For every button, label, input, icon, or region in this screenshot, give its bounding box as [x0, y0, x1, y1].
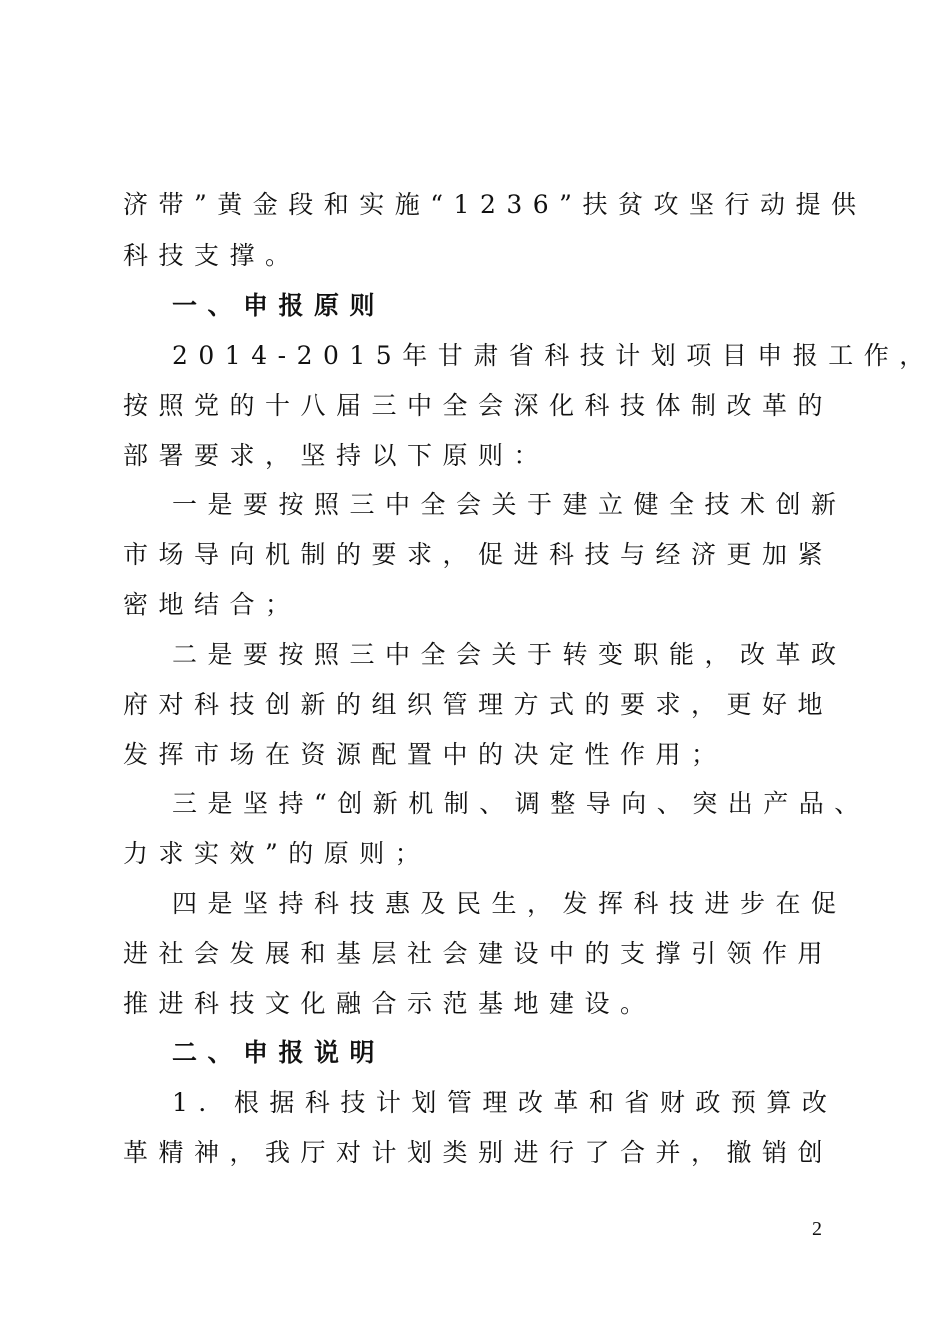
paragraph-line: 四是坚持科技惠及民生，发挥科技进步在促	[172, 889, 847, 918]
section-heading-instructions: 二、申报说明	[172, 1038, 386, 1067]
paragraph-line: 革精神，我厅对计划类别进行了合并，撤销创	[123, 1138, 834, 1167]
paragraph-line: 发挥市场在资源配置中的决定性作用；	[123, 740, 727, 769]
paragraph-line: 1．根据科技计划管理改革和省财政预算改	[172, 1088, 838, 1117]
paragraph-line: 市场导向机制的要求，促进科技与经济更加紧	[123, 540, 834, 569]
page-number: 2	[812, 1218, 822, 1240]
paragraph-line: 济带”黄金段和实施“1236”扶贫攻坚行动提供	[123, 190, 867, 219]
paragraph-line: 密地结合；	[123, 590, 301, 619]
paragraph-line: 府对科技创新的组织管理方式的要求，更好地	[123, 690, 834, 719]
paragraph-line: 按照党的十八届三中全会深化科技体制改革的	[123, 391, 834, 420]
paragraph-line: 二是要按照三中全会关于转变职能，改革政	[172, 640, 847, 669]
paragraph-line: 进社会发展和基层社会建设中的支撑引领作用	[123, 939, 834, 968]
paragraph-line: 一是要按照三中全会关于建立健全技术创新	[172, 490, 847, 519]
paragraph-line: 推进科技文化融合示范基地建设。	[123, 989, 656, 1018]
paragraph-line: 部署要求，坚持以下原则：	[123, 441, 550, 470]
paragraph-line: 三是坚持“创新机制、调整导向、突出产品、	[172, 789, 870, 818]
paragraph-line: 科技支撑。	[123, 241, 301, 270]
section-heading-principles: 一、申报原则	[172, 291, 386, 320]
paragraph-line: 力求实效”的原则；	[123, 839, 431, 868]
paragraph-line: 2014-2015年甘肃省科技计划项目申报工作，	[172, 341, 935, 370]
